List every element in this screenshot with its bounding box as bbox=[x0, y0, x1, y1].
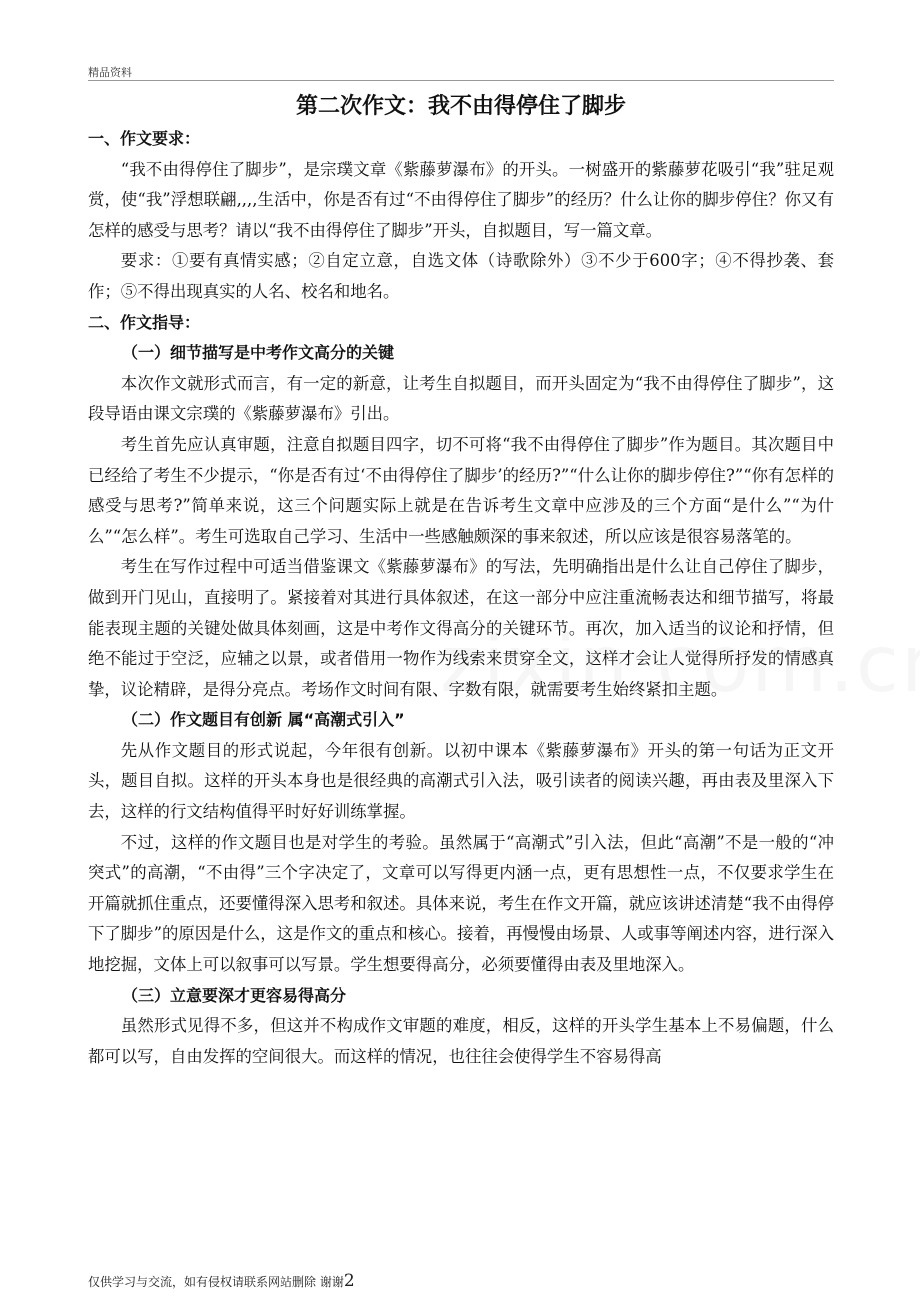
page-footer bbox=[88, 1271, 355, 1291]
paragraph-requirements: 要求：①要有真情实感；②自定立意，自选文体（诗歌除外）③不少于600字；④不得抄袭、套作；⑤不得出现真实的人名、校名和地名。 bbox=[88, 251, 834, 301]
paragraph-prompt: “我不由得停住了脚步”，是宗璞文章《紫藤萝瀑布》的开头。一树盛开的紫藤萝花吸引“我”驻足观赏，使“我”浮想联翩,,,,生活中，你是否有过“不由得停住了脚步”的经历？什么让你的脚步停住？你又有怎样的感受与思考？请以“我不由得停住了脚步”开头，自拟题目，写一篇文章。 bbox=[88, 159, 834, 240]
header-rule bbox=[88, 80, 834, 81]
paragraph-guidance-2: 考生首先应认真审题，注意自拟题目四字，切不可将“我不由得停住了脚步”作为题目。其次题目中已经给了考生不少提示，“你是否有过‘不由得停住了脚步’的经历?”“什么让你的脚步停住?”“你有怎样的感受与思考?”简单来说，这三个问题实际上就是在告诉考生文章中应涉及的三个方面“是什么”“为什么”“怎么样”。考生可选取自己学习、生活中一些感触颇深的事来叙述，所以应该是很容易落笔的。 bbox=[88, 434, 834, 546]
document-body bbox=[88, 124, 834, 1072]
subheading-detail-description: （一）细节描写是中考作文高分的关键 bbox=[122, 343, 395, 363]
paragraph-guidance-5: 不过，这样的作文题目也是对学生的考验。虽然属于“高潮式”引入法，但此“高潮”不是一般的“冲突式”的高潮，“不由得”三个字决定了，文章可以写得更内涵一点，更有思想性一点，不仅要求学生在开篇就抓住重点，还要懂得深入思考和叙述。具体来说，考生在作文开篇，就应该讲述清楚“我不由得停下了脚步”的原因是什么，这是作文的重点和核心。接着，再慢慢由场景、人或事等阐述内容，进行深入地挖掘，文体上可以叙事可以写景。学生想要得高分，必须要懂得由表及里地深入。 bbox=[88, 832, 834, 975]
paragraph-guidance-1: 本次作文就形式而言，有一定的新意，让考生自拟题目，而开头固定为“我不由得停住了脚步”，这段导语由课文宗璞的《紫藤萝瀑布》引出。 bbox=[88, 373, 834, 424]
subheading-title-innovation: （二）作文题目有创新 属“高潮式引入” bbox=[122, 710, 405, 730]
paragraph-guidance-3: 考生在写作过程中可适当借鉴课文《紫藤萝瀑布》的写法，先明确指出是什么让自己停住了脚步，做到开门见山，直接明了。紧接着对其进行具体叙述，在这一部分中应注重流畅表达和细节描写，将最能表现主题的关键处做具体刻画，这是中考作文得高分的关键环节。再次，加入适当的议论和抒情，但绝不能过于空泛，应辅之以景，或者借用一物作为线索来贯穿全文，这样才会让人觉得所抒发的情感真挚，议论精辟，是得分亮点。考场作文时间有限、字数有限，就需要考生始终紧扣主题。 bbox=[88, 557, 834, 699]
header-label: 精品资料 bbox=[88, 66, 132, 79]
section-heading-requirements: 一、作文要求： bbox=[88, 129, 201, 148]
page-title: 第二次作文：我不由得停住了脚步 bbox=[295, 93, 626, 119]
paragraph-guidance-6: 虽然形式见得不多，但这并不构成作文审题的难度，相反，这样的开头学生基本上不易偏题，什么都可以写，自由发挥的空间很大。而这样的情况，也往往会使得学生不容易得高 bbox=[88, 1016, 834, 1066]
section-heading-guidance: 二、作文指导： bbox=[88, 312, 201, 332]
footer-text: 仅供学习与交流，如有侵权请联系网站删除 谢谢 bbox=[88, 1275, 344, 1289]
page-number: 2 bbox=[343, 1271, 355, 1291]
paragraph-guidance-4: 先从作文题目的形式说起，今年很有创新。以初中课本《紫藤萝瀑布》开头的第一句话为正文开头，题目自拟。这样的开头本身也是很经典的高潮式引入法，吸引读者的阅读兴趣，再由表及里深入下去，这样的行文结构值得平时好好训练掌握。 bbox=[88, 740, 834, 822]
subheading-deep-theme: （三）立意要深才更容易得高分 bbox=[122, 985, 347, 1005]
